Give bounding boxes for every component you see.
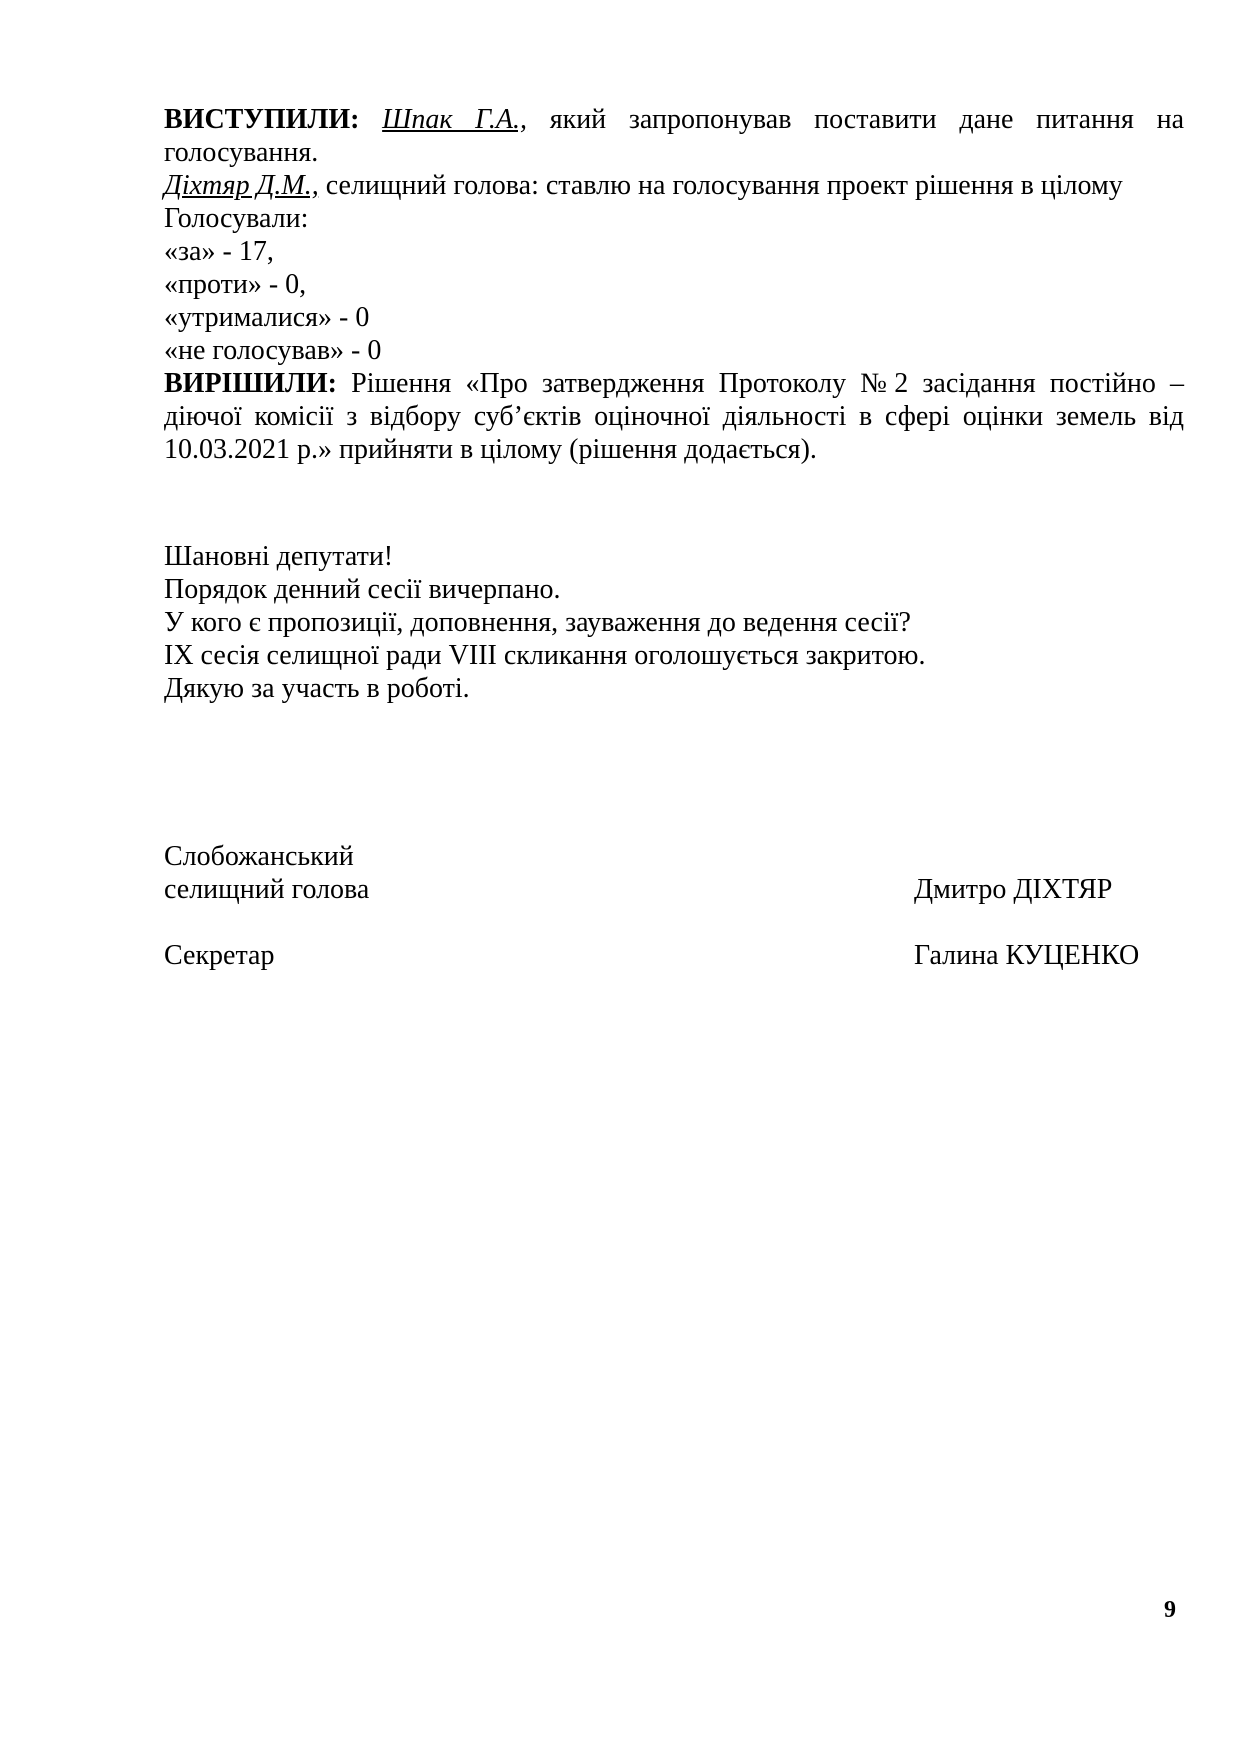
decision-line-3: 10.03.2021 р.» прийняти в цілому (рішення додається).: [164, 434, 817, 465]
secretary-title: Секретар: [164, 940, 275, 971]
page-number: 9: [1164, 1597, 1176, 1623]
document-body: [164, 103, 1184, 466]
vote-not-voted: «не голосував» - 0: [164, 335, 382, 366]
vote-abstained: «утрималися» - 0: [164, 302, 370, 333]
closing-line-3: У кого є пропозиції, доповнення, зауваження до ведення сесії?: [164, 607, 911, 638]
decision-label: ВИРІШИЛИ:: [164, 368, 337, 399]
chair-statement: [164, 169, 1184, 202]
closing-line-2: Порядок денний сесії вичерпано.: [164, 574, 561, 605]
chair-name: Діхтяр Д.М.,: [164, 170, 319, 201]
closing-line-5: Дякую за участь в роботі.: [164, 673, 470, 704]
decision-line-2: діючої комісії з відбору суб’єктів оціночної діяльності в сфері оцінки земель від: [164, 401, 1184, 432]
chair-text: селищний голова: ставлю на голосування проект рішення в цілому: [325, 170, 1123, 201]
speech-text: який запропонував поставити дане питання на: [549, 104, 1185, 135]
head-title-line-2: селищний голова: [164, 874, 370, 905]
closing-line-1: Шановні депутати!: [164, 541, 394, 572]
closing-line-4: ІХ сесія селищної ради VIII скликання оголошується закритою.: [164, 640, 926, 671]
decision-line-1: [164, 367, 1184, 400]
secretary-signature-block: [164, 939, 1164, 972]
speaker-name: Шпак Г.А.,: [382, 104, 528, 135]
head-title-line-1: Слобожанський: [164, 841, 354, 872]
voting-title: Голосували:: [164, 203, 309, 234]
head-signature-block: [164, 840, 1164, 906]
decision-text-1: Рішення «Про затвердження Протоколу №2 засідання постійно –: [351, 368, 1184, 399]
secretary-name: Галина КУЦЕНКО: [914, 940, 1140, 971]
speech-line-2: голосування.: [164, 137, 319, 168]
closing-remarks: [164, 540, 925, 705]
head-name: Дмитро ДІХТЯР: [914, 874, 1113, 905]
speech-label: ВИСТУПИЛИ:: [164, 104, 360, 135]
speech-line-1: [164, 103, 1184, 136]
vote-against: «проти» - 0,: [164, 269, 307, 300]
vote-for: «за» - 17,: [164, 236, 274, 267]
